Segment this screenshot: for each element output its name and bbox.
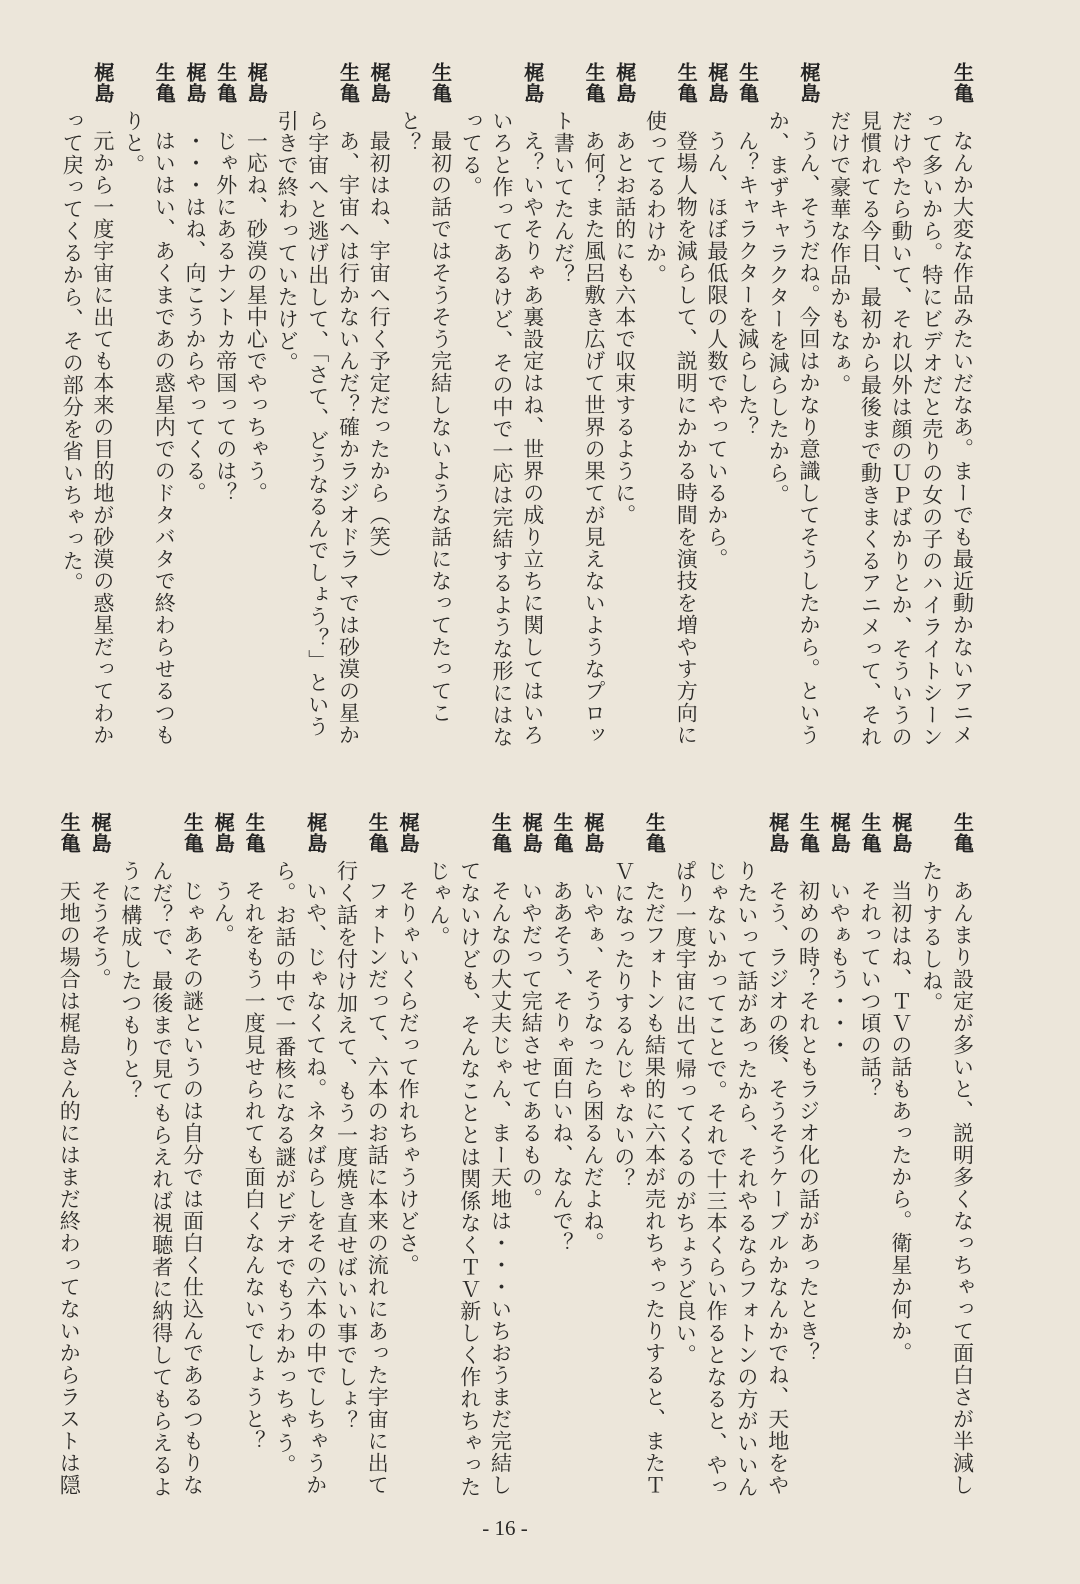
speaker-label: 梶島 <box>797 62 821 104</box>
text-column: なんか大変な作品みたいだなあ。まーでも最近動かないアニメ <box>950 130 975 746</box>
text-column: あ何？また風呂敷き広げて世界の果てが見えないようなプロッ <box>582 130 607 746</box>
speaker-label: 生亀 <box>950 812 975 854</box>
text-column: てないけども、そんなこととは関係なくＴＶ新しく作れちゃった <box>457 860 482 1498</box>
text-column: 最初はね、宇宙へ行く予定だったから（笑） <box>367 130 392 570</box>
text-column: ただフォトンも結果的に六本が売れちゃったりすると、またＴ <box>642 880 667 1496</box>
speaker-label: 生亀 <box>858 812 883 854</box>
speaker-label: 生亀 <box>488 812 513 854</box>
text-column: ああそう、そりゃ面白いね、なんで？ <box>550 880 575 1254</box>
text-column: いやだって完結させてあるもの。 <box>519 880 544 1210</box>
text-column: ぱり一度宇宙に出て帰ってくるのがちょうど良い。 <box>673 860 698 1366</box>
text-column: それをもう一度見せられても面白くなんないでしょうと？ <box>242 880 267 1452</box>
text-column: って多いから。特にビデオだと売りの女の子のハイライトシーン <box>919 110 944 748</box>
speaker-label: 生亀 <box>550 812 575 854</box>
text-column: うん、ほぼ最低限の人数でやっているから。 <box>704 130 729 570</box>
speaker-label: 梶島 <box>244 62 269 104</box>
speaker-label: 梶島 <box>519 812 544 854</box>
text-column: あ、宇宙へは行かないんだ？確かラジオドラマでは砂漠の星か <box>336 130 361 746</box>
speaker-label: 生亀 <box>180 812 205 854</box>
text-column: 一応ね、砂漠の星中心でやっちゃう。 <box>244 130 269 504</box>
text-column: んだ？で、最後まで見てもらえれば視聴者に納得してもらえるよ <box>149 860 174 1498</box>
speaker-label: 生亀 <box>242 812 267 854</box>
text-column: いろと作ってあるけど、その中で一応は完結するような形にはな <box>490 110 514 748</box>
speaker-label: 梶島 <box>888 812 913 854</box>
text-column: か、まずキャラクターを減らしたから。 <box>766 110 791 506</box>
speaker-label: 生亀 <box>365 812 390 854</box>
text-column: あとお話的にも六本で収束するように。 <box>612 130 637 526</box>
speaker-label: 梶島 <box>520 62 545 104</box>
text-column: いやぁ、そうなったら困るんだよね。 <box>580 880 605 1254</box>
text-column: ら。お話の中で一番核になる謎がビデオでもうわかっちゃう。 <box>272 860 297 1476</box>
text-column: じゃん。 <box>426 860 451 948</box>
text-column: うん、そうだね。今回はかなり意識してそうしたから。という <box>797 130 821 746</box>
text-column: いやぁもう・・・ <box>827 880 852 1056</box>
speaker-label: 梶島 <box>367 62 392 104</box>
text-column: ん？キャラクターを減らした？ <box>735 130 760 438</box>
speaker-label: 生亀 <box>152 62 177 104</box>
text-column: だけやたら動いて、それ以外は顔のＵＰばかりとか、そういうの <box>889 110 914 748</box>
speaker-label: 生亀 <box>428 62 453 104</box>
text-column: え？いやそりゃあ裏設定はね、世界の成り立ちに関してはいろ <box>520 130 545 746</box>
speaker-label: 梶島 <box>303 812 328 854</box>
text-column: じゃあその謎というのは自分では面白く仕込んであるつもりな <box>180 880 205 1496</box>
speaker-label: 梶島 <box>90 62 115 104</box>
text-column: 登場人物を減らして、説明にかかる時間を演技を増やす方向に <box>674 130 699 746</box>
speaker-label: 梶島 <box>765 812 790 854</box>
speaker-label: 生亀 <box>213 62 238 104</box>
text-column: Ｖになったりするんじゃないの？ <box>611 860 636 1190</box>
text-column: 元から一度宇宙に出ても本来の目的地が砂漠の惑星だってわか <box>90 130 115 746</box>
text-column: と？ <box>397 110 422 154</box>
text-column: そりゃいくらだって作れちゃうけどさ。 <box>396 880 421 1276</box>
text-column: フォトンだって、六本のお話に本来の流れにあった宇宙に出て <box>365 880 390 1496</box>
text-column: 使ってるわけか。 <box>643 110 668 286</box>
text-column: って戻ってくるから、その部分を省いちゃった。 <box>60 110 85 594</box>
page-number: - 16 - <box>482 1516 528 1540</box>
speaker-label: 梶島 <box>827 812 852 854</box>
text-column: 天地の場合は梶島さん的にはまだ終わってないからラストは隠 <box>57 880 82 1496</box>
text-column: 初めの時？それともラジオ化の話があったとき？ <box>796 880 821 1364</box>
speaker-label: 生亀 <box>735 62 760 104</box>
speaker-label: 梶島 <box>612 62 637 104</box>
text-column: いや、じゃなくてね。ネタばらしをその六本の中でしちゃうか <box>303 880 328 1496</box>
text-column: 見慣れてる今日、最初から最後まで動きまくるアニメって、それ <box>858 110 883 748</box>
speaker-label: 生亀 <box>796 812 821 854</box>
text-column: 当初はね、ＴＶの話もあったから。衛星か何か。 <box>888 880 913 1364</box>
speaker-label: 梶島 <box>211 812 236 854</box>
text-column: ら宇宙へと逃げ出して、「さて、どうなるんでしょう？」という <box>305 110 330 738</box>
speaker-label: 梶島 <box>396 812 421 854</box>
speaker-label: 生亀 <box>57 812 82 854</box>
text-column: 最初の話ではそうそう完結しないような話になってたってこ <box>428 130 453 724</box>
text-column: ・・・はね、向こうからやってくる。 <box>183 130 207 504</box>
text-column: うん。 <box>211 880 236 946</box>
speaker-label: 生亀 <box>950 62 975 104</box>
text-column: うに構成したつもりと？ <box>118 860 143 1102</box>
text-column: だけで豪華な作品かもなぁ。 <box>827 110 852 396</box>
text-column: そうそう。 <box>88 880 113 990</box>
text-column: はいはい、あくまであの惑星内でのドタバタで終わらせるつも <box>152 130 177 746</box>
text-column: ト書いてたんだ？ <box>551 110 576 286</box>
speaker-label: 梶島 <box>580 812 605 854</box>
text-column: そんなの大丈夫じゃん、まー天地は・・・いちおうまだ完結し <box>488 880 513 1496</box>
text-column: それっていつ頃の話？ <box>858 880 883 1100</box>
text-column: 行く話を付け加えて、もう一度焼き直せばいい事でしょ？ <box>334 860 359 1432</box>
speaker-label: 生亀 <box>582 62 607 104</box>
speaker-label: 梶島 <box>88 812 113 854</box>
text-column: ってる。 <box>459 110 484 198</box>
text-column: じゃないかってことで。それで十三本くらい作るとなると、やっ <box>704 860 729 1498</box>
text-column: たりするしね。 <box>919 860 944 1014</box>
text-column: りと。 <box>121 110 146 176</box>
text-column: りたいって話があったから、それやるならフォトンの方がいいん <box>734 860 759 1498</box>
text-column: あんまり設定が多いと、説明多くなっちゃって面白さが半減し <box>950 880 975 1496</box>
text-column: 引きで終わっていたけど。 <box>275 110 300 374</box>
speaker-label: 生亀 <box>642 812 667 854</box>
text-column: そう、ラジオの後、そうそうケーブルかなんかでね、天地をや <box>765 880 790 1496</box>
speaker-label: 生亀 <box>336 62 361 104</box>
speaker-label: 生亀 <box>674 62 699 104</box>
speaker-label: 梶島 <box>183 62 207 104</box>
speaker-label: 梶島 <box>704 62 729 104</box>
text-column: じゃ外にあるナントカ帝国ってのは？ <box>213 130 238 504</box>
